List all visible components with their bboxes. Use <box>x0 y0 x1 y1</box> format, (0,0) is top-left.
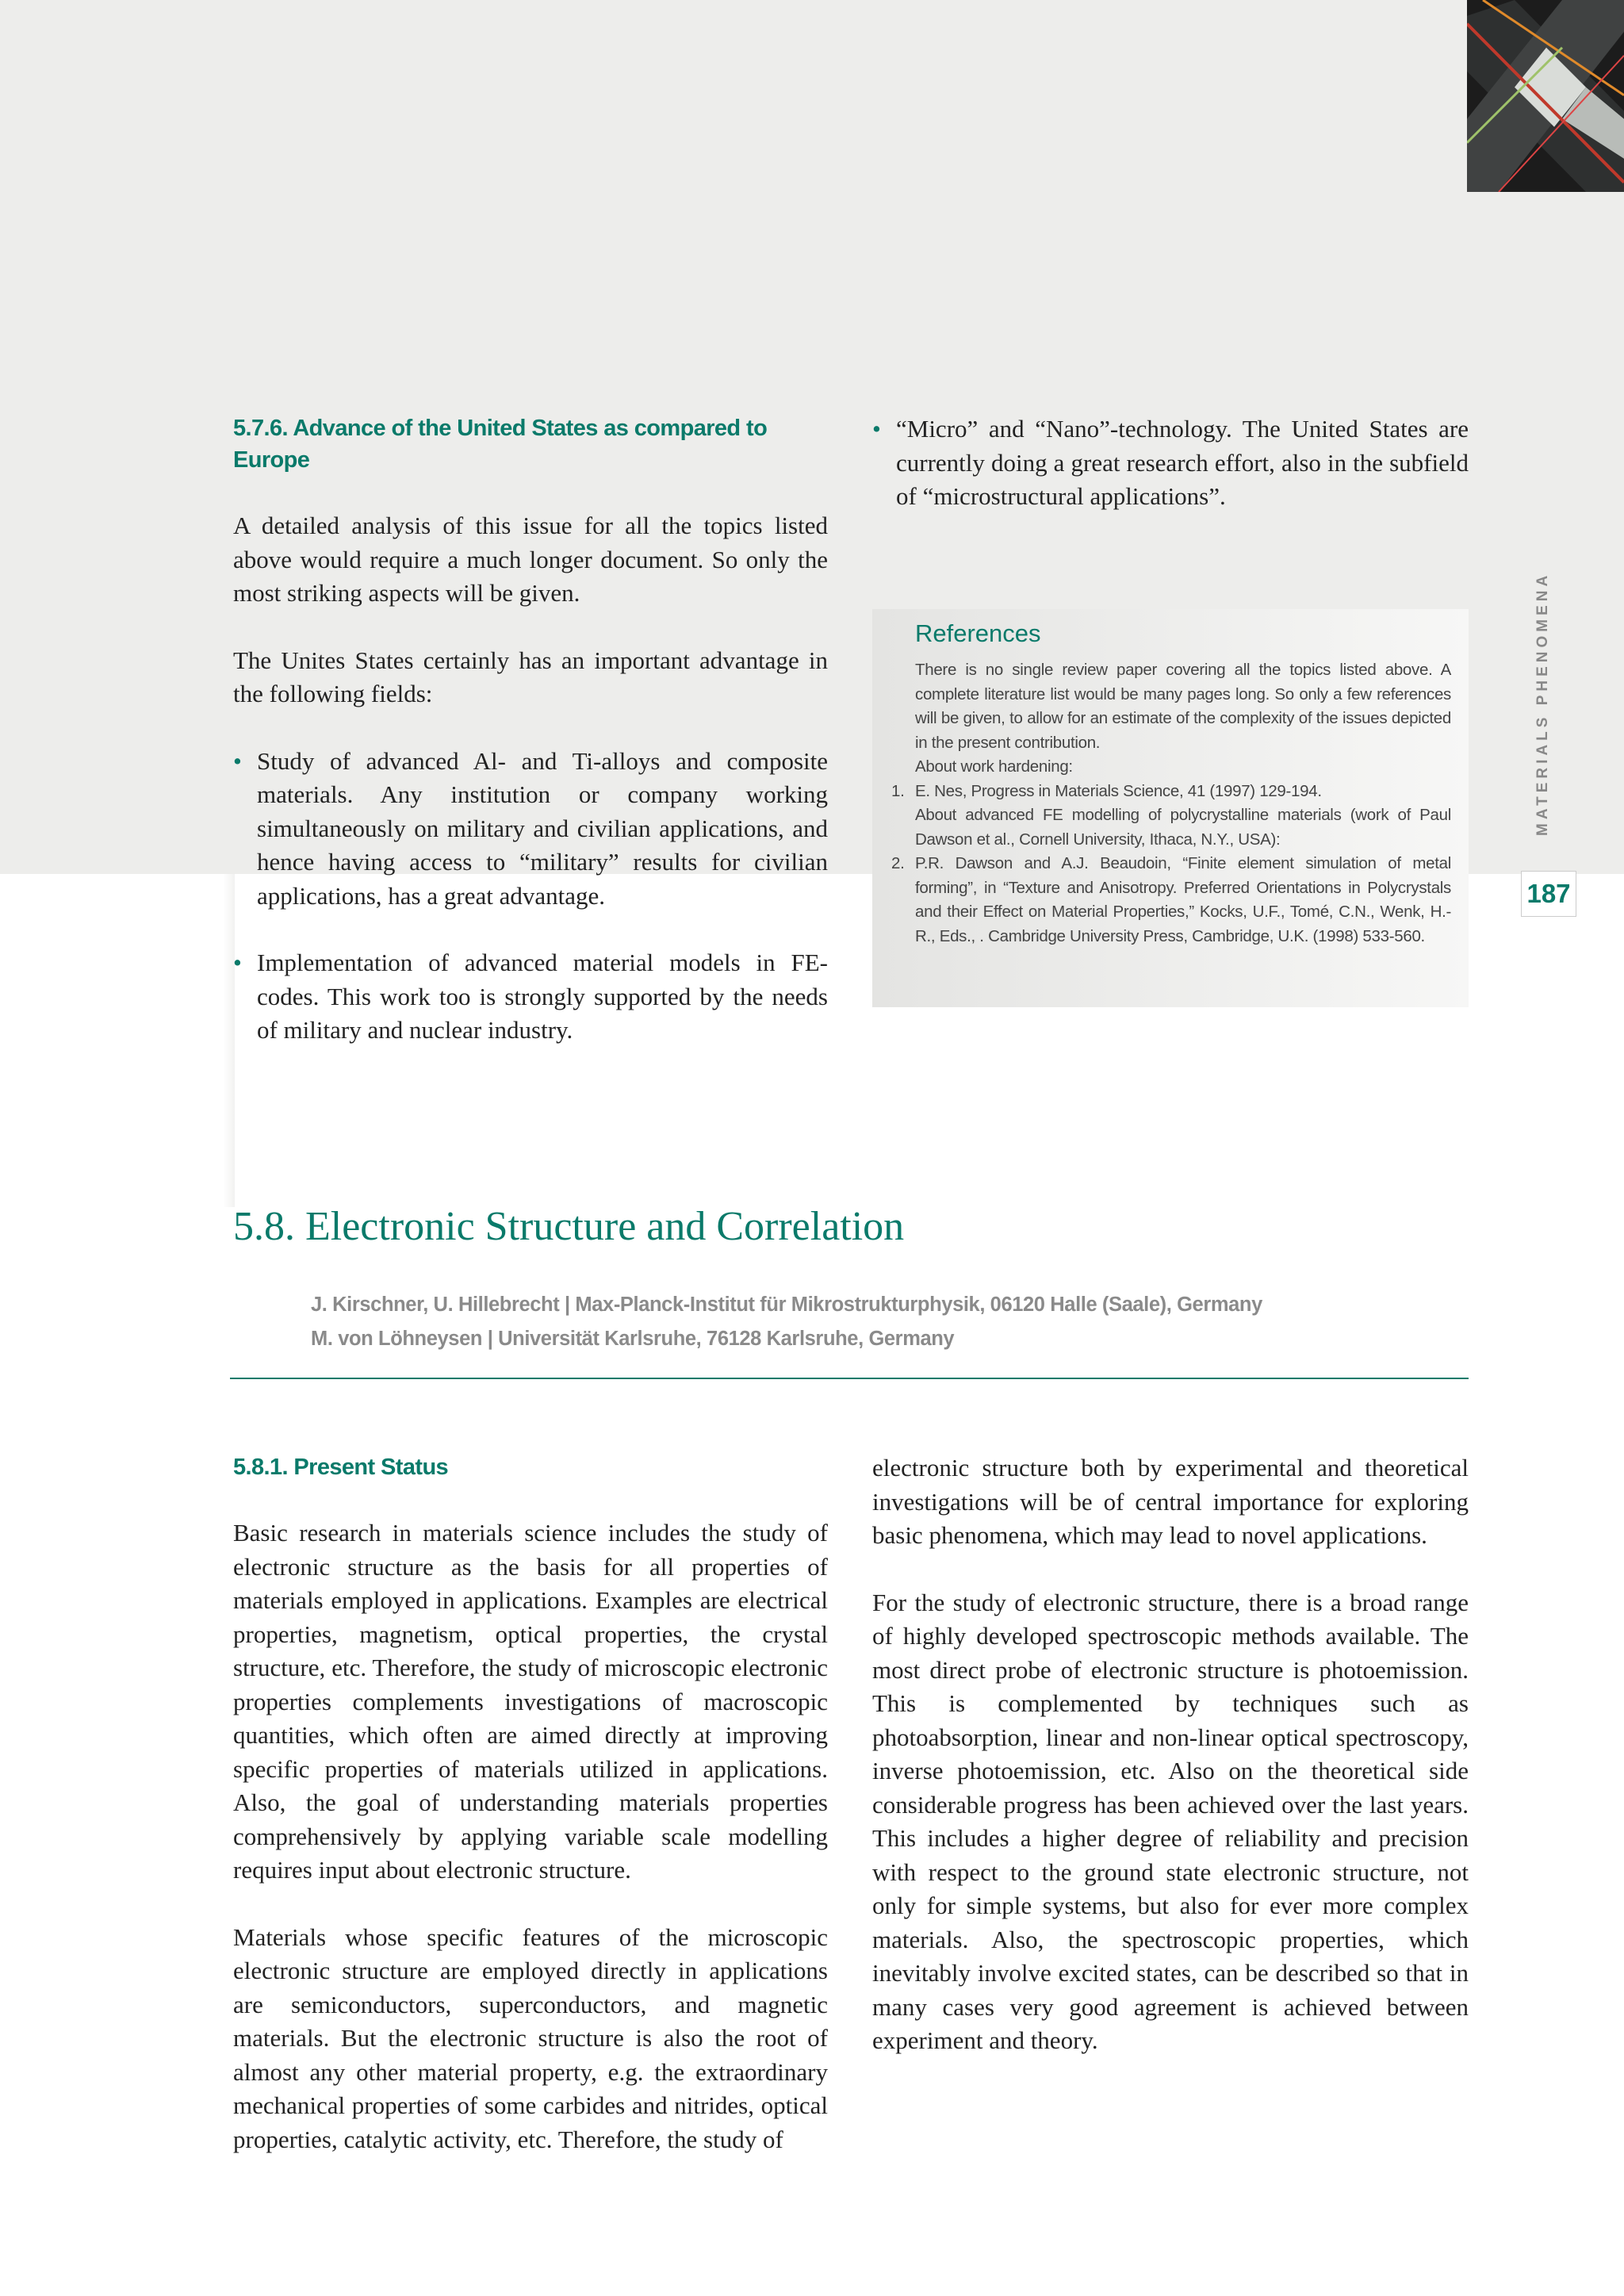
references-box <box>872 609 1469 1007</box>
section-5-8-1-paragraph-3: electronic structure both by experimental and theoretical investigations will be of central importance for exploring basic phenomena, which may lead to novel applications. <box>872 1454 1469 1549</box>
reference-item-1 <box>891 780 1451 804</box>
references-note-1: About work hardening: <box>915 757 1073 776</box>
bullet-icon: • <box>233 746 242 775</box>
authors-line-2: M. von Löhneysen | Universität Karlsruhe, 76128 Karlsruhe, Germany <box>311 1328 955 1350</box>
list-item <box>872 412 1469 514</box>
bullet-icon: • <box>872 415 881 443</box>
list-item-text: Implementation of advanced material models in FE-codes. This work too is strongly supported by the needs of military and nuclear industry. <box>257 949 828 1044</box>
list-item-text: “Micro” and “Nano”-technology. The United States are currently doing a great research effort, also in the subfield of “microstructural applications”. <box>896 415 1469 510</box>
section-5-7-6-paragraph-1: A detailed analysis of this issue for all the topics listed above would require a much longer document. So only the most striking aspects will be given. <box>233 512 828 607</box>
list-item <box>233 745 828 914</box>
section-divider <box>230 1378 1469 1379</box>
section-5-8-1-paragraph-1: Basic research in materials science includes the study of electronic structure as the basis for all properties of materials employed in applications. Examples are electrical properties, magnetism, optical properties, the crystal structure, etc. Therefore, the study of microscopic electronic properties complements investigations of macroscopic quantities, which often are aimed directly at improving specific properties of materials utilized in applications. Also, the goal of understanding materials properties comprehensively by applying variable scale modelling requires input about electronic structure. <box>233 1519 828 1884</box>
section-5-7-6-left-column <box>233 412 828 1048</box>
reference-number: 2. <box>891 854 905 872</box>
section-5-8-title: 5.8. Electronic Structure and Correlation <box>233 1204 905 1249</box>
chapter-side-label: MATERIALS PHENOMENA <box>1534 571 1551 836</box>
corner-photo <box>1467 0 1624 192</box>
section-5-7-6-heading: 5.7.6. Advance of the United States as compared to Europe <box>233 416 768 473</box>
reference-text: E. Nes, Progress in Materials Science, 41 (1997) 129-194. <box>915 781 1322 800</box>
page-number: 187 <box>1521 871 1576 917</box>
bullet-icon: • <box>233 949 242 976</box>
references-heading: References <box>915 619 1041 647</box>
list-item-text: Study of advanced Al- and Ti-alloys and composite materials. Any institution or company working simultaneously on military and civilian applications, and hence having access to “military” results for civilian applications, has a great advantage. <box>257 746 828 910</box>
corner-photo-graphic <box>1467 0 1624 192</box>
section-5-8-1-paragraph-2: Materials whose specific features of the microscopic electronic structure are employed directly in applications are semiconductors, superconductors, and magnetic materials. But the electronic structure is also the root of almost any other material property, e.g. the extraordinary mechanical properties of some carbides and nitrides, optical properties, catalytic activity, etc. Therefore, the study of <box>233 1922 828 2153</box>
section-5-7-6-paragraph-2: The Unites States certainly has an important advantage in the following fields: <box>233 646 828 707</box>
references-note-2: About advanced FE modelling of polycrystalline materials (work of Paul Dawson et al., Cornell University, Ithaca, N.Y., USA): <box>915 806 1451 849</box>
references-body <box>891 658 1451 949</box>
section-5-8-1-heading: 5.8.1. Present Status <box>233 1455 449 1480</box>
authors-block <box>311 1288 1262 1356</box>
reference-item-2 <box>891 852 1451 949</box>
authors-line-1: J. Kirschner, U. Hillebrecht | Max-Planck-Institut für Mikrostrukturphysik, 06120 Halle (Saale), Germany <box>311 1294 1262 1316</box>
advantage-list-continued <box>872 412 1469 514</box>
section-5-8-1-left-column <box>233 1451 828 2156</box>
section-5-8-1-right-column <box>872 1451 1469 2058</box>
advantage-list <box>233 745 828 1048</box>
left-margin-band <box>0 874 235 1207</box>
list-item <box>233 946 828 1048</box>
reference-text: P.R. Dawson and A.J. Beaudoin, “Finite element simulation of metal forming”, in “Texture and Anisotropy. Preferred Orientations in Polycrystals and their Effect on Material Properties,” Kocks, U.F., Tomé, C.N., Wenk, H.-R., Eds., . Cambridge University Press, Cambridge, U.K. (1998) 533-560. <box>915 854 1451 945</box>
reference-number: 1. <box>891 781 905 800</box>
section-5-7-6-right-column <box>872 412 1469 514</box>
references-intro: There is no single review paper covering all the topics listed above. A complete literature list would be many pages long. So only a few references will be given, to allow for an estimate of the complexity of the issues depicted in the present contribution. <box>915 661 1451 752</box>
section-5-8-1-paragraph-4: For the study of electronic structure, there is a broad range of highly developed spectroscopic methods available. The most direct probe of electronic structure is photoemission. This is complemented by techniques such as photoabsorption, linear and non-linear optical spectroscopy, inverse photoemission, etc. Also on the theoretical side considerable progress has been achieved over the last years. This includes a higher degree of reliability and precision with respect to the ground state electronic structure, not only for simple systems, but also for ever more complex materials. Also, the spectroscopic properties, which inevitably involve excited states, can be described so that in many cases very good agreement is achieved between experiment and theory. <box>872 1588 1469 2054</box>
